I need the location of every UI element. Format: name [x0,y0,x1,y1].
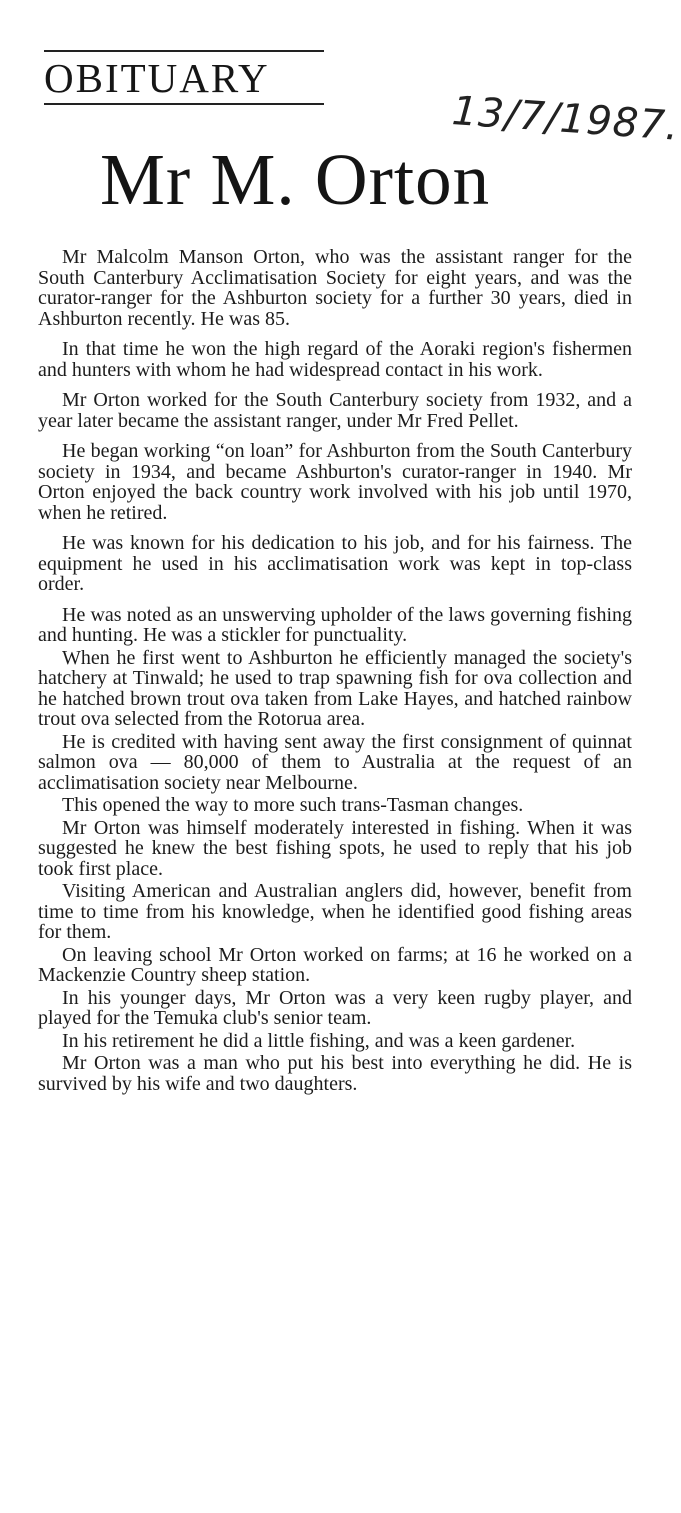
article-paragraph: Mr Orton worked for the South Canterbury society from 1932, and a year later became the assistant ranger, under Mr Fred Pellet. [38,389,632,432]
article-paragraph: In his retirement he did a little fishing, and was a keen gardener. [62,1029,576,1052]
article-paragraph: On leaving school Mr Orton worked on farms; at 16 he worked on a Mackenzie Country sheep station. [38,943,632,986]
article-paragraph: In his younger days, Mr Orton was a very keen rugby player, and played for the Temuka club's senior team. [38,986,632,1029]
article-paragraph: He is credited with having sent away the first consignment of quinnat salmon ova — 80,000 of them to Australia at the request of an acclimatisation society near Melbourne. [38,730,632,794]
section-label: OBITUARY [44,55,270,101]
article-paragraph: This opened the way to more such trans-Tasman changes. [62,794,524,816]
article-paragraph: When he first went to Ashburton he efficiently managed the society's hatchery at Tinwald; he used to trap spawning fish for ova collection and he hatched brown trout ova taken from Lake Hayes, and hatched rainbow trout ova selected from the Rotorua area. [38,646,632,730]
article-paragraph: Visiting American and Australian anglers did, however, benefit from time to time from his knowledge, when he identified good fishing areas for them. [38,880,632,943]
article-paragraph: In that time he won the high regard of the Aoraki region's fishermen and hunters with whom he had widespread contact in his work. [38,338,632,381]
article-body [38,247,632,1096]
article-paragraph: He was noted as an unswerving upholder of the laws governing fishing and hunting. He was a stickler for punctuality. [38,603,632,646]
article-paragraph: Mr Orton was a man who put his best into everything he did. He is survived by his wife and two daughters. [38,1052,632,1095]
article-paragraph: Mr Malcolm Manson Orton, who was the assistant ranger for the South Canterbury Acclimatisation Society for eight years, and was the curator-ranger for the Ashburton society for a further 30 years, died in Ashburton recently. He was 85. [38,246,632,330]
section-head-rule-top [44,50,324,52]
article-paragraph: He was known for his dedication to his job, and for his fairness. The equipment he used in his acclimatisation work was kept in top-class order. [38,532,632,595]
headline: Mr M. Orton [100,139,491,220]
article-paragraph: Mr Orton was himself moderately interested in fishing. When it was suggested he knew the best fishing spots, he used to reply that his job took first place. [38,816,632,880]
section-head-rule-bottom [44,103,324,105]
article-paragraph: He began working “on loan” for Ashburton from the South Canterbury society in 1934, and became Ashburton's curator-ranger in 1940. Mr Orton enjoyed the back country work involved with his job until 1970, when he retired. [38,440,632,524]
handwritten-date: 13/7/1987. [450,88,681,150]
